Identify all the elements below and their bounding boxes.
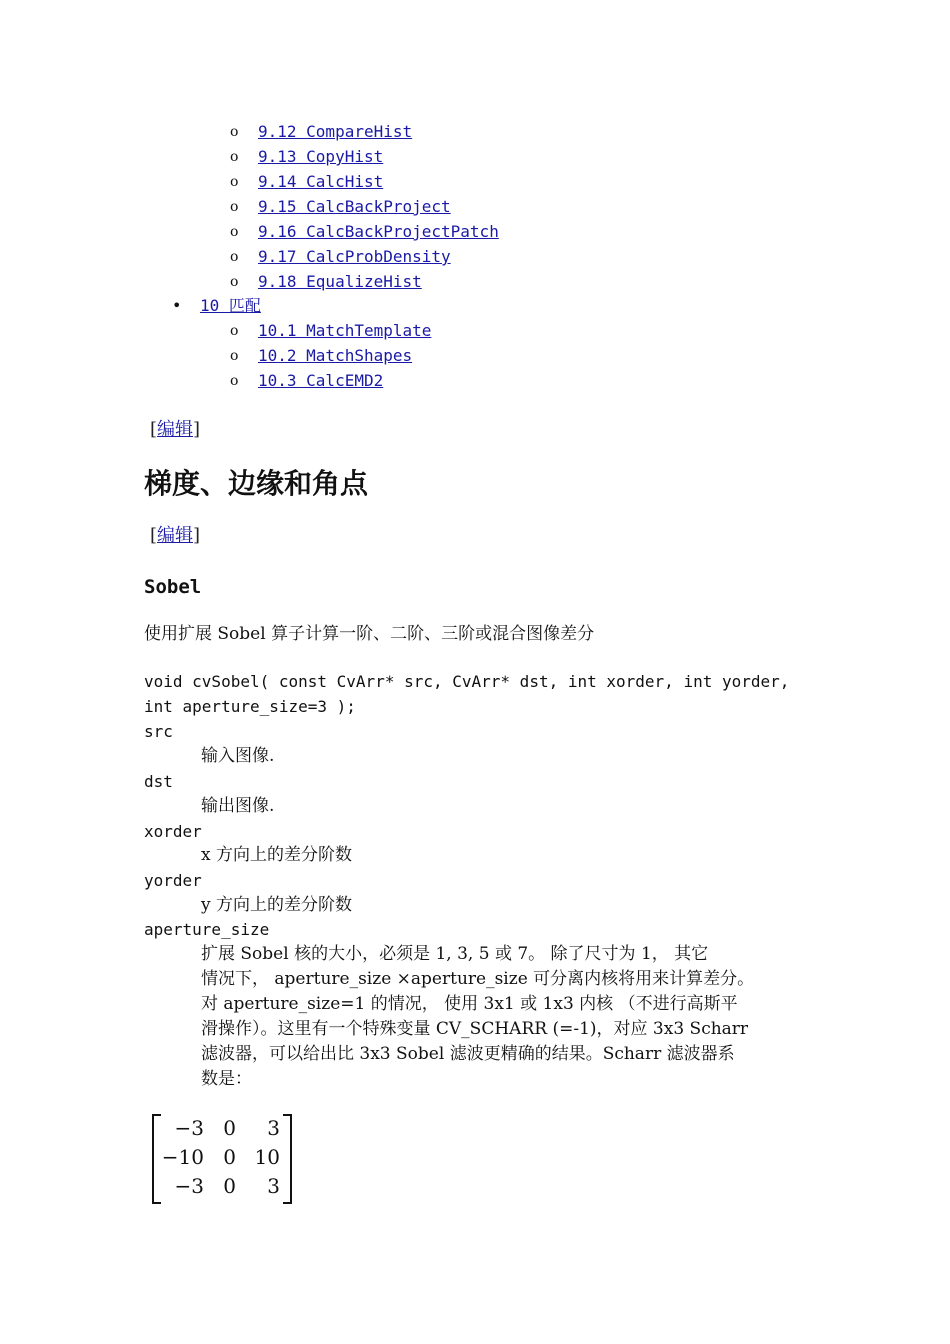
toc-link-calcprobdensity[interactable]: 9.17 CalcProbDensity [258,247,451,266]
aperture-desc-line: 扩展 Sobel 核的大小，必须是 1, 3, 5 或 7。 除了尺寸为 1， 其它 [201,944,709,964]
param-desc-dst: 输出图像. [201,796,275,816]
toc-link-calchist[interactable]: 9.14 CalcHist [258,172,384,191]
param-name-src: src [144,722,173,741]
matrix-cell: 10 [254,1145,280,1169]
param-desc-src: 输入图像. [201,746,275,766]
toc-link-matchtemplate[interactable]: 10.1 MatchTemplate [258,321,432,340]
toc-bullet: o [230,224,239,240]
bracket-open: [ [150,419,158,440]
bracket-close: ] [193,419,201,440]
toc-bullet: o [230,199,239,215]
aperture-desc-line: 数是： [201,1069,252,1089]
edit-link[interactable]: 编辑 [157,525,194,546]
edit-subsection-link [150,524,200,548]
param-name-xorder: xorder [144,822,202,841]
aperture-desc-line: 情况下， aperture_size ×aperture_size 可分离内核将用来计算差分。 [201,969,755,989]
toc-bullet: o [230,348,239,364]
bracket-open: [ [150,525,158,546]
param-desc-yorder: y 方向上的差分阶数 [201,895,353,915]
matrix-cell: 0 [223,1145,236,1169]
matrix-right-bracket [283,1114,292,1204]
signature-line-2: int aperture_size=3 ); [144,697,356,716]
function-description: 使用扩展 Sobel 算子计算一阶、二阶、三阶或混合图像差分 [144,624,595,644]
section-title-sobel: Sobel [144,576,202,598]
matrix-cell: 0 [223,1116,236,1140]
matrix-cell: −3 [174,1116,204,1140]
toc-bullet: o [230,274,239,290]
toc-link-calcbackproject[interactable]: 9.15 CalcBackProject [258,197,451,216]
aperture-desc-line: 滑操作）。这里有一个特殊变量 CV_SCHARR (=-1)，对应 3x3 Scharr [201,1019,749,1039]
toc-bullet: o [230,249,239,265]
matrix-cell: 0 [223,1174,236,1198]
page-title: 梯度、边缘和角点 [144,467,369,500]
matrix-cell: 3 [267,1174,280,1198]
toc-bullet: o [230,149,239,165]
toc-link-calcemd2[interactable]: 10.3 CalcEMD2 [258,371,384,390]
bracket-close: ] [193,525,201,546]
toc-bullet: o [230,373,239,389]
toc-link-comparehist[interactable]: 9.12 CompareHist [258,122,413,141]
aperture-desc-line: 滤波器，可以给出比 3x3 Sobel 滤波更精确的结果。Scharr 滤波器系 [201,1044,735,1064]
toc-bullet: o [230,124,239,140]
param-name-dst: dst [144,772,173,791]
aperture-desc-line: 对 aperture_size=1 的情况， 使用 3x1 或 1x3 内核 （不进行高斯平 [201,994,738,1014]
toc-link-copyhist[interactable]: 9.13 CopyHist [258,147,384,166]
matrix-cell: 3 [267,1116,280,1140]
scharr-matrix [152,1112,292,1204]
edit-link[interactable]: 编辑 [157,419,194,440]
signature-line-1: void cvSobel( const CvArr* src, CvArr* dst, int xorder, int yorder, [144,672,790,691]
param-desc-xorder: x 方向上的差分阶数 [201,845,352,865]
matrix-cell: −3 [174,1174,204,1198]
toc-bullet: o [230,323,239,339]
toc-link-matching[interactable]: 10 匹配 [200,296,261,315]
edit-section-link [150,418,200,442]
param-name-aperture-size: aperture_size [144,920,270,939]
param-name-yorder: yorder [144,871,202,890]
toc-link-matchshapes[interactable]: 10.2 MatchShapes [258,346,413,365]
matrix-cell: −10 [161,1145,204,1169]
toc-bullet: o [230,174,239,190]
toc-bullet: • [172,296,182,315]
toc-link-equalizehist[interactable]: 9.18 EqualizeHist [258,272,422,291]
toc-link-calcbackprojectpatch[interactable]: 9.16 CalcBackProjectPatch [258,222,499,241]
param-desc-aperture-size [201,942,841,1092]
